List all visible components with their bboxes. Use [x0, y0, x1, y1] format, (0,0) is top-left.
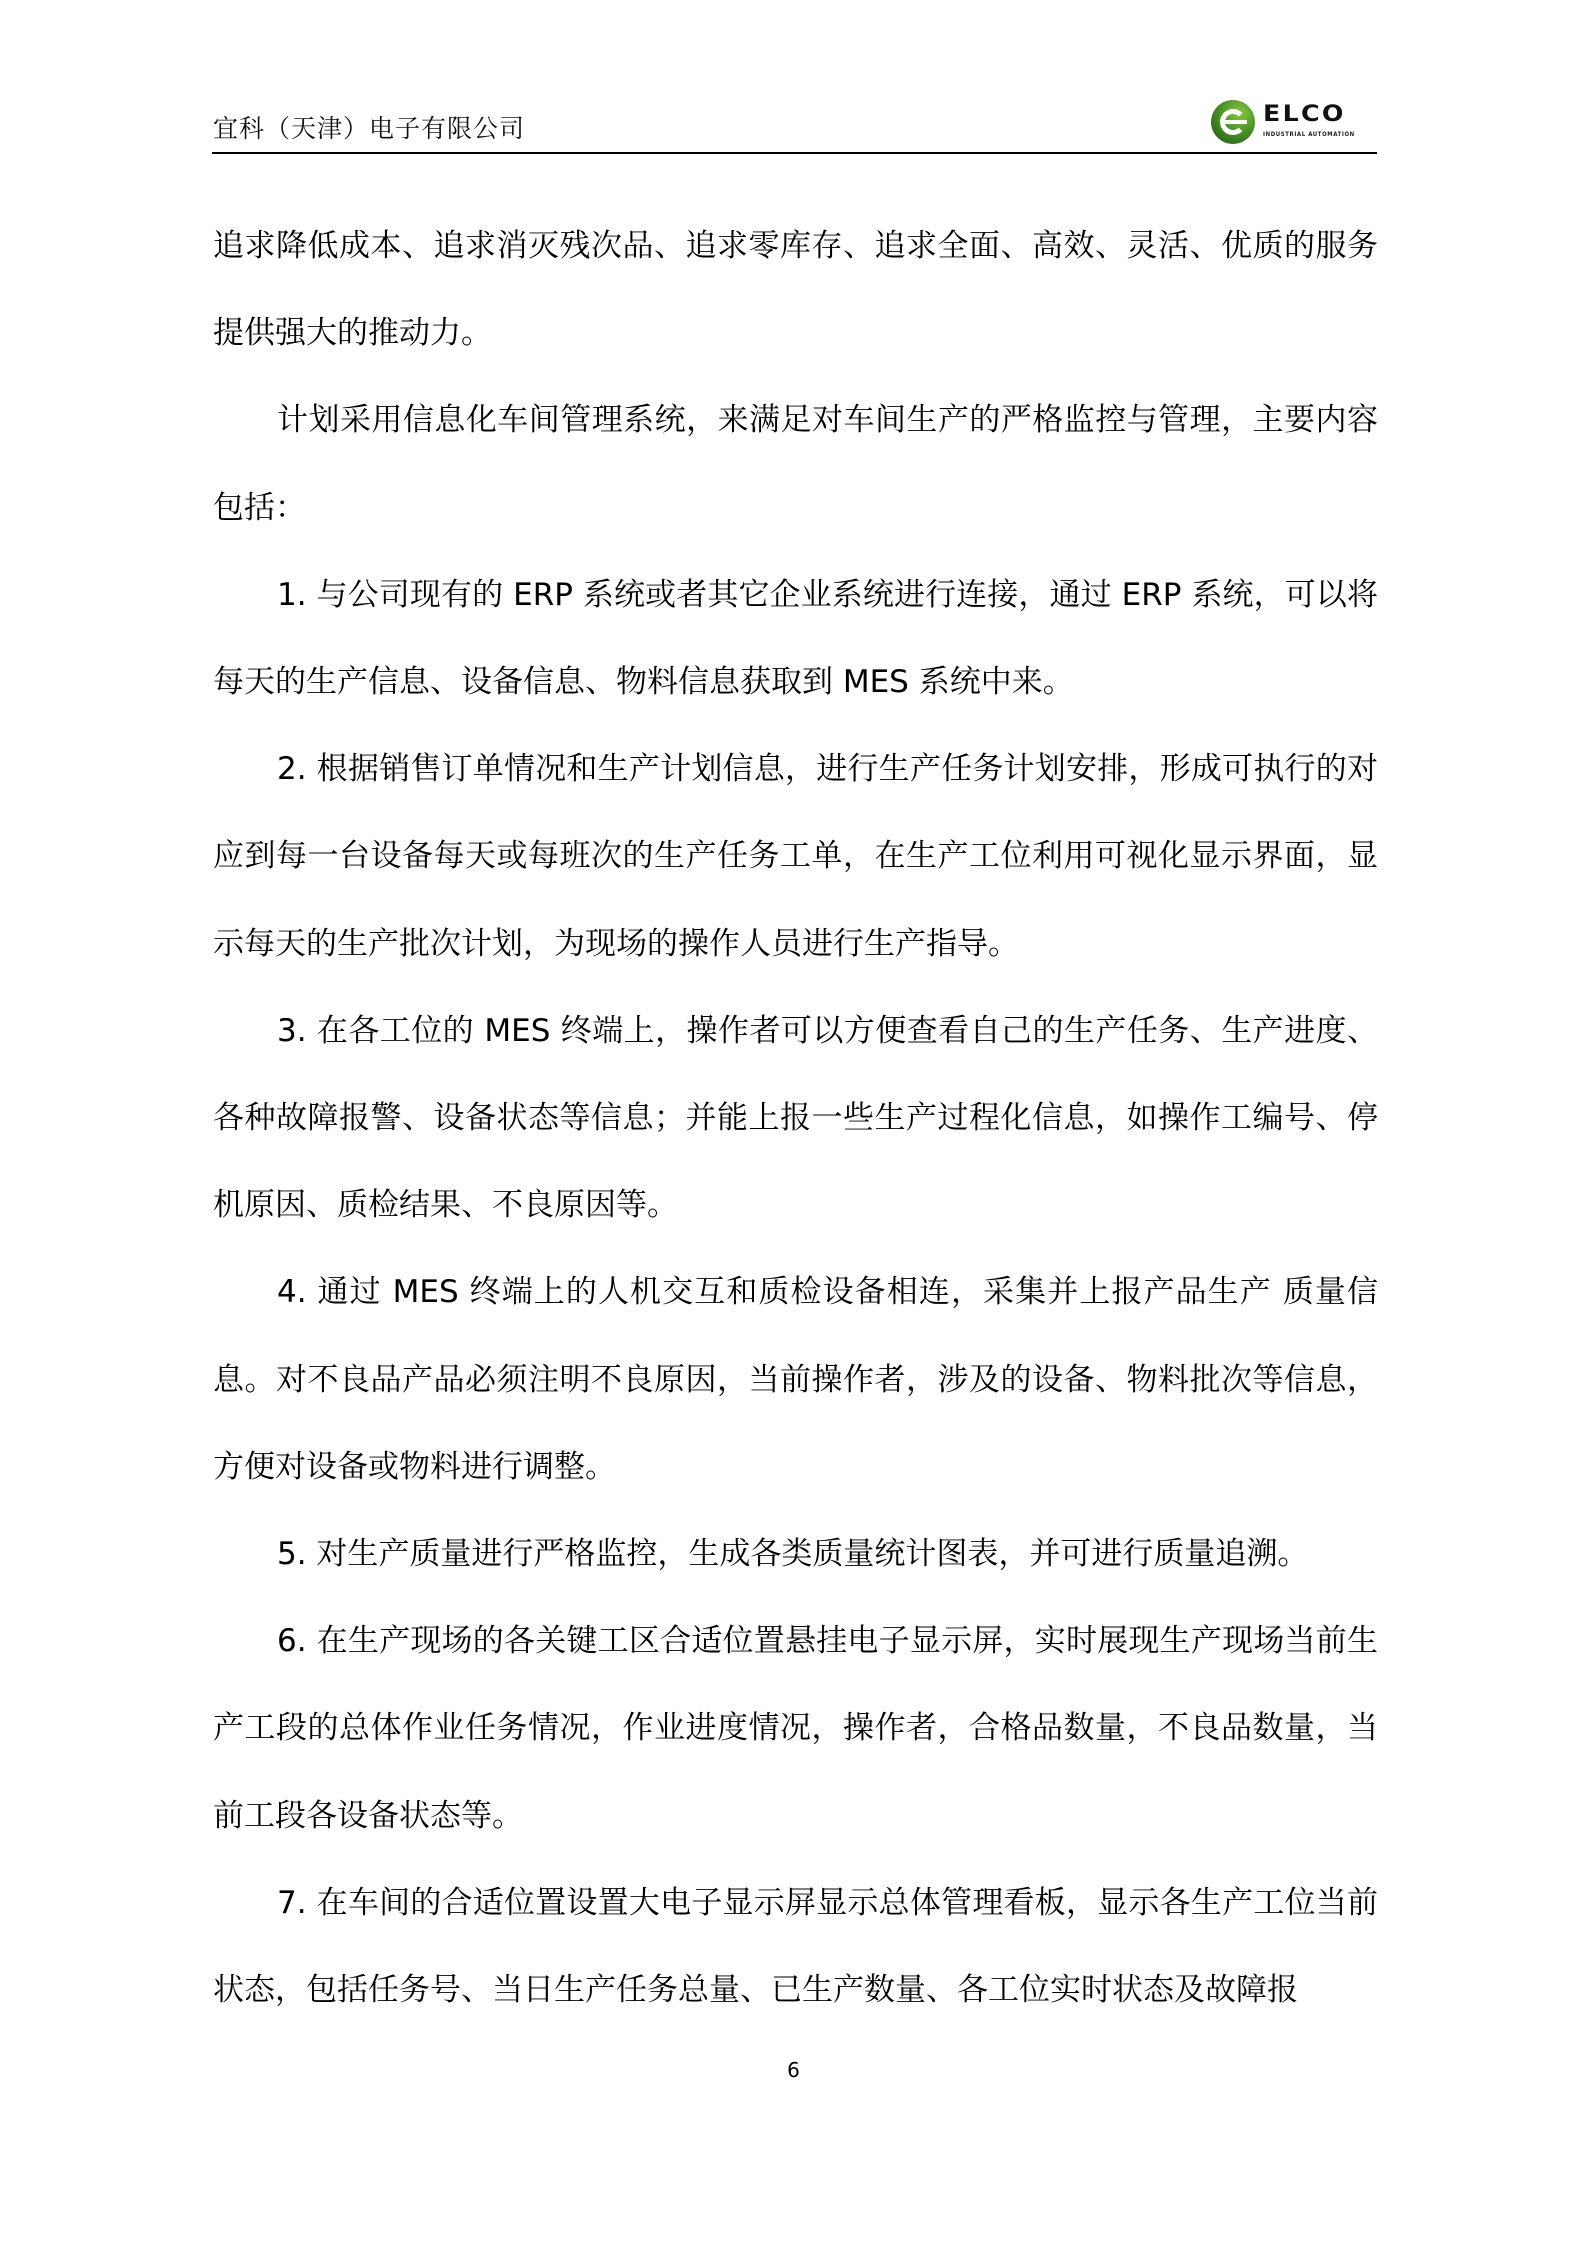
list-item-5-quality-monitoring: 5. 对生产质量进行严格监控，生成各类质量统计图表，并可进行质量追溯。 [277, 1536, 1309, 1573]
elco-e-logo-icon [1211, 100, 1255, 144]
list-item-2-production-scheduling: 2. 根据销售订单情况和生产计划信息，进行生产任务计划安排，形成可执行的对应到每一台设备每天或每班次的生产任务工单，在生产工位利用可视化显示界面，显示每天的生产批次计划，为现场的操作人员进行生产指导。 [213, 751, 1378, 962]
paragraph-plan-intro: 计划采用信息化车间管理系统，来满足对车间生产的严格监控与管理，主要内容包括： [213, 402, 1378, 526]
header-company-name: 宜科（天津）电子有限公司 [213, 114, 526, 143]
list-item-4-quality-collection: 4. 通过 MES 终端上的人机交互和质检设备相连，采集并上报产品生产 质量信息。对不良品产品必须注明不良原因，当前操作者，涉及的设备、物料批次等信息，方便对设备或物料进行调整。 [213, 1274, 1378, 1485]
logo-wordmark: ELCO [1263, 102, 1346, 127]
page-number: 6 [787, 2058, 800, 2082]
document-body [213, 203, 1378, 2034]
list-item-6-shopfloor-display: 6. 在生产现场的各关键工区合适位置悬挂电子显示屏，实时展现生产现场当前生产工段的总体作业任务情况，作业进度情况，操作者，合格品数量，不良品数量，当前工段各设备状态等。 [213, 1623, 1378, 1834]
paragraph-intro-continued: 追求降低成本、追求消灭残次品、追求零库存、追求全面、高效、灵活、优质的服务提供强大的推动力。 [213, 228, 1378, 352]
list-item-1-erp-integration: 1. 与公司现有的 ERP 系统或者其它企业系统进行连接，通过 ERP 系统，可以将每天的生产信息、设备信息、物料信息获取到 MES 系统中来。 [213, 576, 1378, 701]
company-logo [1211, 99, 1371, 147]
list-item-7-management-board: 7. 在车间的合适位置设置大电子显示屏显示总体管理看板，显示各生产工位当前状态，包括任务号、当日生产任务总量、已生产数量、各工位实时状态及故障报 [213, 1884, 1378, 2009]
page-header [212, 96, 1377, 154]
header-divider [212, 152, 1377, 154]
list-item-3-mes-terminal: 3. 在各工位的 MES 终端上，操作者可以方便查看自己的生产任务、生产进度、各种故障报警、设备状态等信息；并能上报一些生产过程化信息，如操作工编号、停机原因、质检结果、不良原因等。 [213, 1012, 1378, 1224]
logo-tagline: INDUSTRIAL AUTOMATION [1263, 131, 1355, 138]
